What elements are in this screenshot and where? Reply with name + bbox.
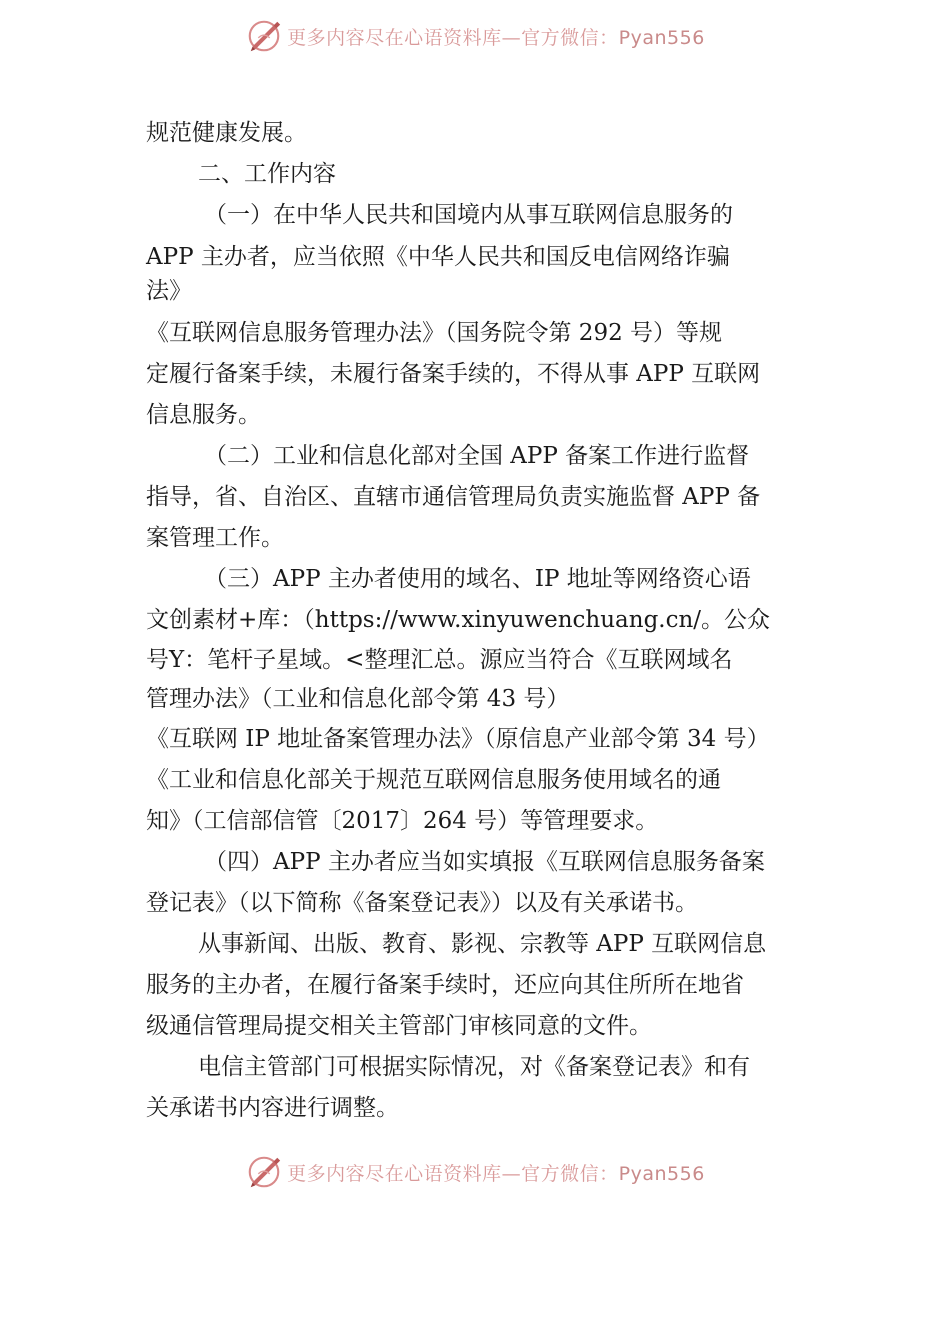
paragraph-line: 《互联网 IP 地址备案管理办法》（原信息产业部令第 34 号） — [146, 726, 770, 752]
paragraph-line: 《互联网信息服务管理办法》（国务院令第 292 号）等规 — [146, 320, 723, 346]
pen-seal-icon — [245, 1153, 283, 1191]
watermark-text: 更多内容尽在心语资料库—官方微信：Pyan556 — [287, 26, 705, 49]
pen-seal-icon — [245, 17, 283, 55]
paragraph-line: APP 主办者，应当依照《中华人民共和国反电信网络诈骗 — [146, 244, 730, 270]
paragraph-line: 从事新闻、出版、教育、影视、宗教等 APP 互联网信息 — [198, 931, 767, 957]
paragraph-line: 知》（工信部信管〔2017〕264 号）等管理要求。 — [146, 808, 659, 834]
paragraph-line: 文创素材+库：（https://www.xinyuwenchuang.cn/。公众 — [146, 607, 771, 633]
paragraph-line: （三）APP 主办者使用的域名、IP 地址等网络资心语 — [204, 566, 751, 592]
paragraph-line: （四）APP 主办者应当如实填报《互联网信息服务备案 — [204, 849, 765, 875]
paragraph-line: 服务的主办者，在履行备案手续时，还应向其住所所在地省 — [146, 972, 744, 998]
paragraph-line: 案管理工作。 — [146, 525, 284, 551]
paragraph-line: （一）在中华人民共和国境内从事互联网信息服务的 — [204, 202, 733, 228]
paragraph-line: 关承诺书内容进行调整。 — [146, 1095, 399, 1121]
section-heading: 二、工作内容 — [198, 161, 336, 187]
paragraph-line: 法》 — [146, 278, 192, 304]
paragraph-line: 电信主管部门可根据实际情况，对《备案登记表》和有 — [198, 1054, 750, 1080]
paragraph-line: 《工业和信息化部关于规范互联网信息服务使用域名的通 — [146, 767, 721, 793]
paragraph-line: （二）工业和信息化部对全国 APP 备案工作进行监督 — [204, 443, 750, 469]
paragraph-line: 定履行备案手续，未履行备案手续的，不得从事 APP 互联网 — [146, 361, 761, 387]
paragraph-line: 规范健康发展。 — [146, 120, 307, 146]
paragraph-line: 级通信管理局提交相关主管部门审核同意的文件。 — [146, 1013, 652, 1039]
paragraph-line: 指导，省、自治区、直辖市通信管理局负责实施监督 APP 备 — [146, 484, 761, 510]
footer-watermark — [0, 1152, 950, 1192]
paragraph-line: 信息服务。 — [146, 402, 261, 428]
paragraph-line: 登记表》（以下简称《备案登记表》）以及有关承诺书。 — [146, 890, 698, 916]
header-watermark — [0, 16, 950, 56]
paragraph-line: 号Y：笔杆子星域。<整理汇总。源应当符合《互联网域名 — [146, 647, 733, 673]
paragraph-line: 管理办法》（工业和信息化部令第 43 号） — [146, 686, 570, 712]
watermark-text: 更多内容尽在心语资料库—官方微信：Pyan556 — [287, 1162, 705, 1185]
